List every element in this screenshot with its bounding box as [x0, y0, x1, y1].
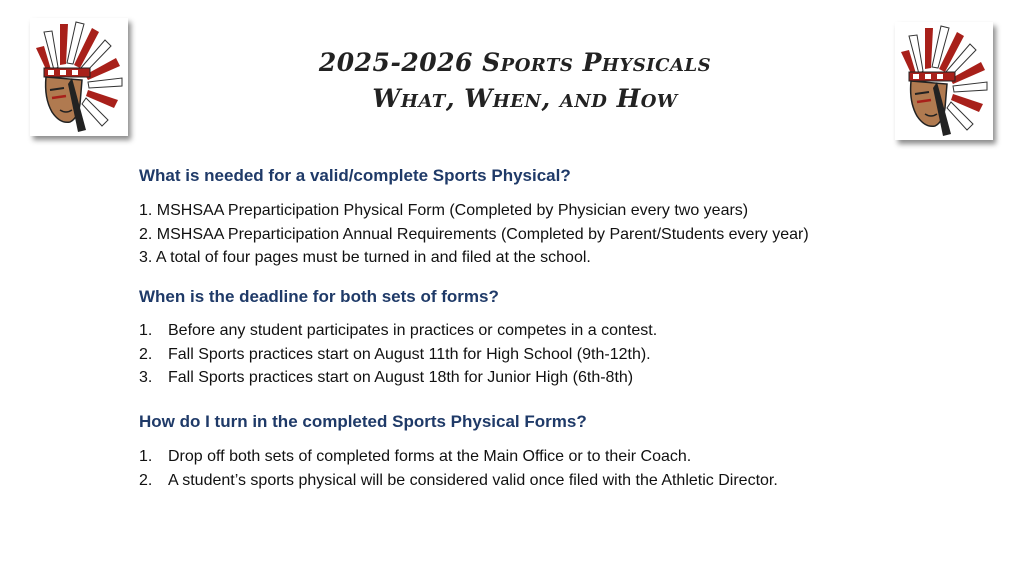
mascot-logo-right: [895, 22, 993, 140]
list-item-text: MSHSAA Preparticipation Annual Requirements (Completed by Parent/Students every year): [152, 226, 809, 243]
list-item: [139, 346, 651, 364]
list-number: 1.: [139, 322, 153, 339]
list-number: 1.: [139, 202, 153, 219]
list-item: [139, 249, 591, 267]
list-number: 2.: [139, 472, 153, 489]
list-number: 3.: [139, 249, 153, 266]
list-item-text: Before any student participates in practices or competes in a contest.: [168, 322, 658, 339]
page-subtitle: What, When, and How: [372, 84, 678, 113]
list-item: [139, 448, 691, 466]
indian-chief-mascot-icon: [30, 18, 128, 136]
list-number: 3.: [139, 369, 153, 386]
list-number: 2.: [139, 226, 153, 243]
list-number: 1.: [139, 448, 153, 465]
list-item-text: MSHSAA Preparticipation Physical Form (Completed by Physician every two years): [152, 202, 749, 219]
list-item-text: Fall Sports practices start on August 18th for Junior High (6th-8th): [168, 369, 634, 386]
list-item: [139, 322, 657, 340]
mascot-logo-left: [30, 18, 128, 136]
section-heading-what: What is needed for a valid/complete Sports Physical?: [139, 166, 571, 185]
list-item: [139, 202, 748, 220]
list-item: [139, 226, 809, 244]
page-title: 2025-2026 Sports Physicals: [318, 48, 712, 77]
list-item-text: Fall Sports practices start on August 11th for High School (9th-12th).: [168, 346, 651, 363]
list-item: [139, 472, 778, 490]
section-heading-how: How do I turn in the completed Sports Physical Forms?: [139, 412, 587, 431]
section-heading-when: When is the deadline for both sets of forms?: [139, 287, 499, 306]
list-item-text: A student’s sports physical will be considered valid once filed with the Athletic Director.: [168, 472, 778, 489]
list-number: 2.: [139, 346, 153, 363]
list-item: [139, 369, 633, 387]
list-item-text: Drop off both sets of completed forms at the Main Office or to their Coach.: [168, 448, 692, 465]
indian-chief-mascot-icon: [895, 22, 993, 140]
list-item-text: A total of four pages must be turned in and filed at the school.: [152, 249, 591, 266]
